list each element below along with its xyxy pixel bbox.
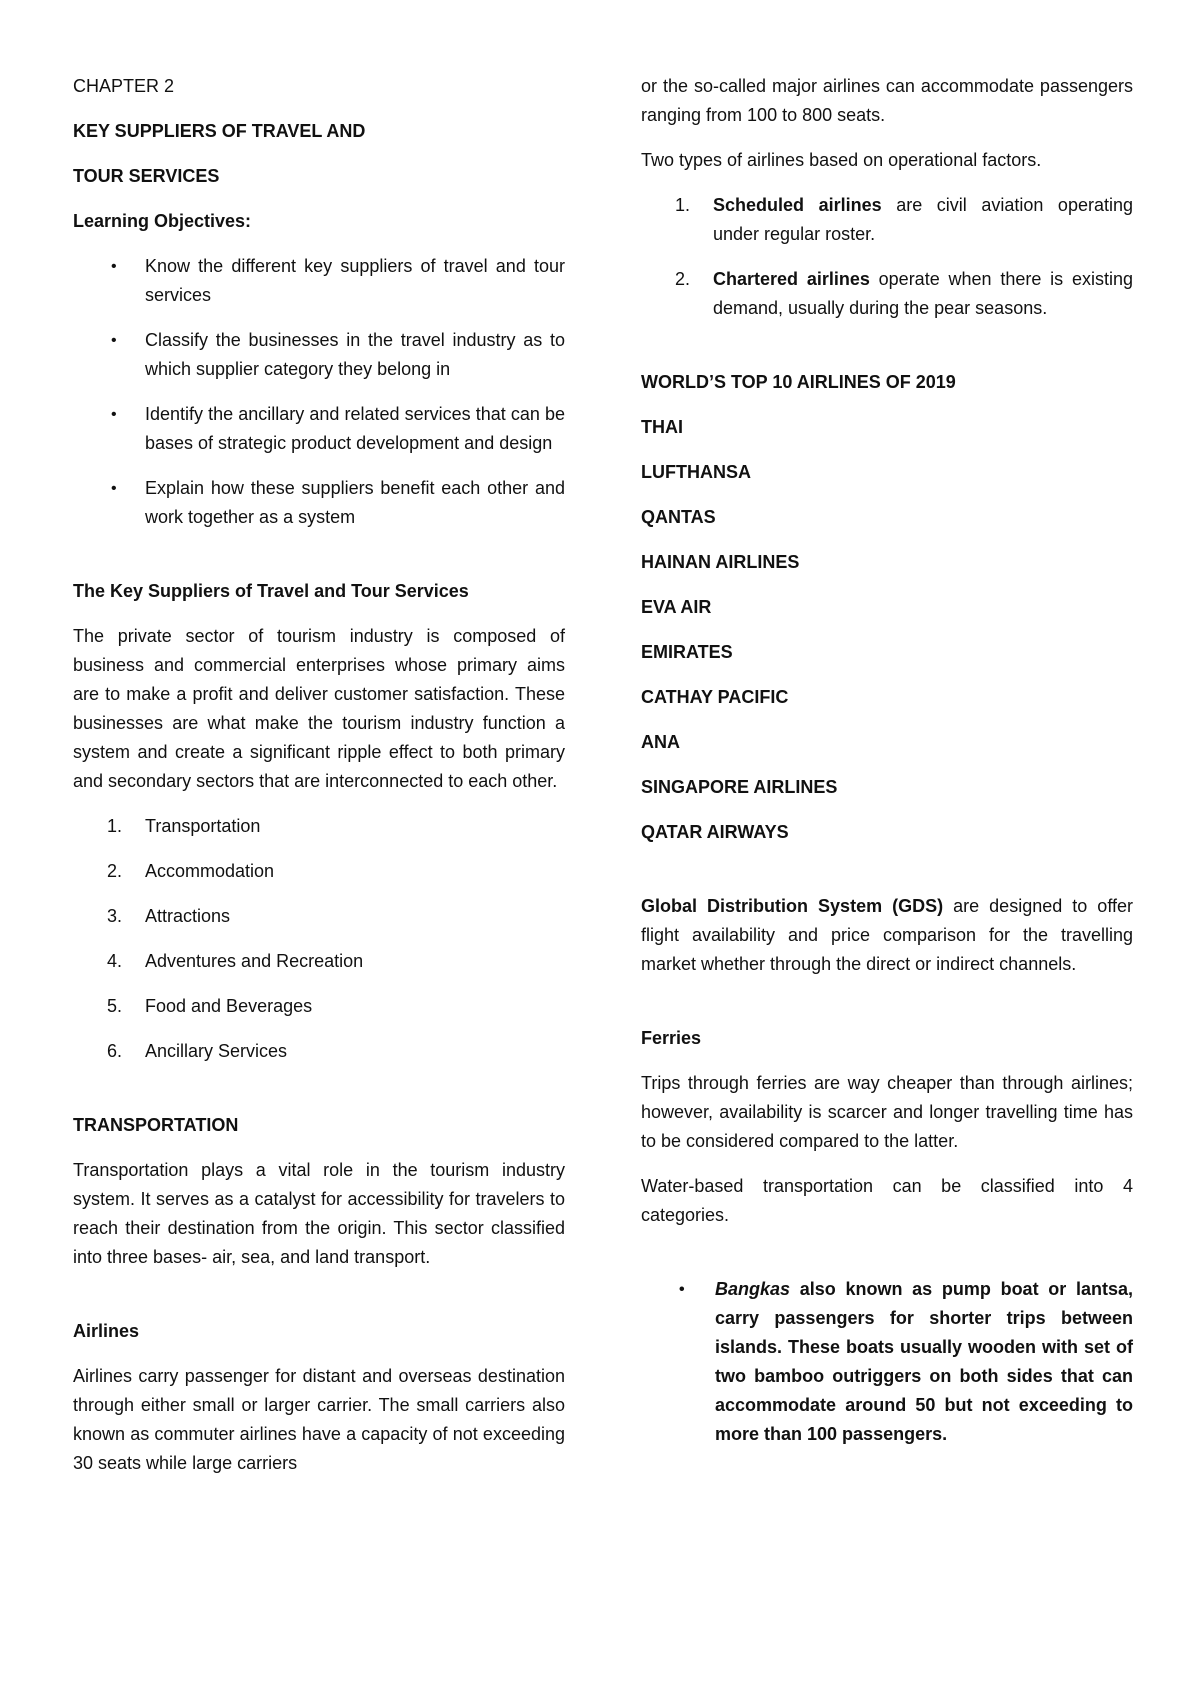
water-category-item bbox=[641, 1275, 1133, 1449]
bullet-icon: • bbox=[679, 1281, 685, 1298]
suppliers-list bbox=[73, 812, 565, 1066]
airlines-paragraph-continued: or the so-called major airlines can accommodate passengers ranging from 100 to 800 seats. bbox=[641, 76, 1133, 125]
bangkas-description: also known as pump boat or lantsa, carry passengers for shorter trips between islands. These boats usually wooden with set of two bamboo outriggers on both sides that can accommodate around 50 but not exceeding to more than 100 passengers. bbox=[715, 1279, 1133, 1444]
supplier-item bbox=[73, 902, 565, 931]
objective-text: Classify the businesses in the travel industry as to which supplier category they belong in bbox=[145, 330, 565, 379]
bullet-icon: • bbox=[111, 258, 117, 275]
right-column bbox=[641, 72, 1133, 1465]
objective-item bbox=[73, 474, 565, 532]
top10-airline: ANA bbox=[641, 732, 680, 752]
airline-type-description: operate when there is existing demand, usually during the pear seasons. bbox=[713, 269, 1133, 318]
objective-item bbox=[73, 252, 565, 310]
list-number: 3. bbox=[107, 906, 123, 926]
objectives-list bbox=[73, 252, 565, 532]
top10-airline: SINGAPORE AIRLINES bbox=[641, 777, 838, 797]
suppliers-paragraph: The private sector of tourism industry is composed of business and commercial enterprises whose primary aims are to make a profit and deliver customer satisfaction. These businesses are what make the tourism industry function a system and create a significant ripple effect to both primary and secondary sectors that are interconnected to each other. bbox=[73, 626, 565, 791]
list-number: 1. bbox=[107, 816, 123, 836]
suppliers-heading: The Key Suppliers of Travel and Tour Services bbox=[73, 581, 469, 601]
transportation-heading: TRANSPORTATION bbox=[73, 1115, 239, 1135]
chapter-title-line-1: KEY SUPPLIERS OF TRAVEL AND bbox=[73, 121, 366, 141]
list-number: 6. bbox=[107, 1041, 123, 1061]
top10-airline: QATAR AIRWAYS bbox=[641, 822, 789, 842]
bangkas-term: Bangkas bbox=[715, 1279, 791, 1299]
top10-airline: HAINAN AIRLINES bbox=[641, 552, 800, 572]
list-number: 2. bbox=[675, 269, 691, 289]
airlines-paragraph: Airlines carry passenger for distant and overseas destination through either small or larger carrier. The small carriers also known as commuter airlines have a capacity of not exceeding 30 seats while large carriers bbox=[73, 1366, 565, 1473]
bullet-icon: • bbox=[111, 406, 117, 423]
top10-airline: EMIRATES bbox=[641, 642, 733, 662]
bullet-icon: • bbox=[111, 332, 117, 349]
gds-term: Global Distribution System (GDS) bbox=[641, 896, 944, 916]
supplier-label: Ancillary Services bbox=[145, 1041, 288, 1061]
ferries-heading: Ferries bbox=[641, 1028, 702, 1048]
airline-types-intro: Two types of airlines based on operational factors. bbox=[641, 150, 1042, 170]
ferries-paragraph: Trips through ferries are way cheaper than through airlines; however, availability is scarcer and longer travelling time has to be considered compared to the latter. bbox=[641, 1073, 1133, 1151]
supplier-label: Food and Beverages bbox=[145, 996, 313, 1016]
airline-type-term: Chartered airlines bbox=[713, 269, 870, 289]
supplier-item bbox=[73, 947, 565, 976]
airline-type-description: are civil aviation operating under regular roster. bbox=[713, 195, 1133, 244]
airline-type-item bbox=[641, 191, 1133, 249]
list-number: 5. bbox=[107, 996, 123, 1016]
objective-item bbox=[73, 400, 565, 458]
supplier-label: Accommodation bbox=[145, 861, 275, 881]
chapter-label: CHAPTER 2 bbox=[73, 76, 175, 96]
top10-airline: QANTAS bbox=[641, 507, 716, 527]
objective-text: Identify the ancillary and related services that can be bases of strategic product development and design bbox=[145, 404, 565, 453]
list-number: 4. bbox=[107, 951, 123, 971]
list-number: 1. bbox=[675, 195, 691, 215]
objective-item bbox=[73, 326, 565, 384]
objectives-heading: Learning Objectives: bbox=[73, 211, 252, 231]
transportation-paragraph: Transportation plays a vital role in the tourism industry system. It serves as a catalyst for accessibility for travelers to reach their destination from the origin. This sector classified into three bases- air, sea, and land transport. bbox=[73, 1160, 565, 1267]
supplier-item bbox=[73, 857, 565, 886]
water-categories-list bbox=[641, 1275, 1133, 1449]
gds-description: are designed to offer flight availability and price comparison for the travelling market whether through the direct or indirect channels. bbox=[641, 896, 1133, 974]
left-column bbox=[73, 72, 565, 1478]
airline-types-list bbox=[641, 191, 1133, 323]
gds-paragraph bbox=[641, 892, 1133, 979]
airline-type-item bbox=[641, 265, 1133, 323]
supplier-label: Transportation bbox=[145, 816, 261, 836]
supplier-item bbox=[73, 812, 565, 841]
objective-text: Explain how these suppliers benefit each other and work together as a system bbox=[145, 478, 565, 527]
water-transport-paragraph: Water-based transportation can be classified into 4 categories. bbox=[641, 1176, 1133, 1225]
airline-type-term: Scheduled airlines bbox=[713, 195, 882, 215]
top10-heading: WORLD’S TOP 10 AIRLINES OF 2019 bbox=[641, 372, 956, 392]
supplier-item bbox=[73, 992, 565, 1021]
supplier-label: Adventures and Recreation bbox=[145, 951, 364, 971]
supplier-label: Attractions bbox=[145, 906, 231, 926]
top10-airline: CATHAY PACIFIC bbox=[641, 687, 789, 707]
bullet-icon: • bbox=[111, 480, 117, 497]
objective-text: Know the different key suppliers of travel and tour services bbox=[145, 256, 565, 305]
supplier-item bbox=[73, 1037, 565, 1066]
chapter-title-line-2: TOUR SERVICES bbox=[73, 166, 220, 186]
top10-airline: THAI bbox=[641, 417, 683, 437]
top10-airline: LUFTHANSA bbox=[641, 462, 751, 482]
top10-airline: EVA AIR bbox=[641, 597, 712, 617]
airlines-heading: Airlines bbox=[73, 1321, 140, 1341]
list-number: 2. bbox=[107, 861, 123, 881]
